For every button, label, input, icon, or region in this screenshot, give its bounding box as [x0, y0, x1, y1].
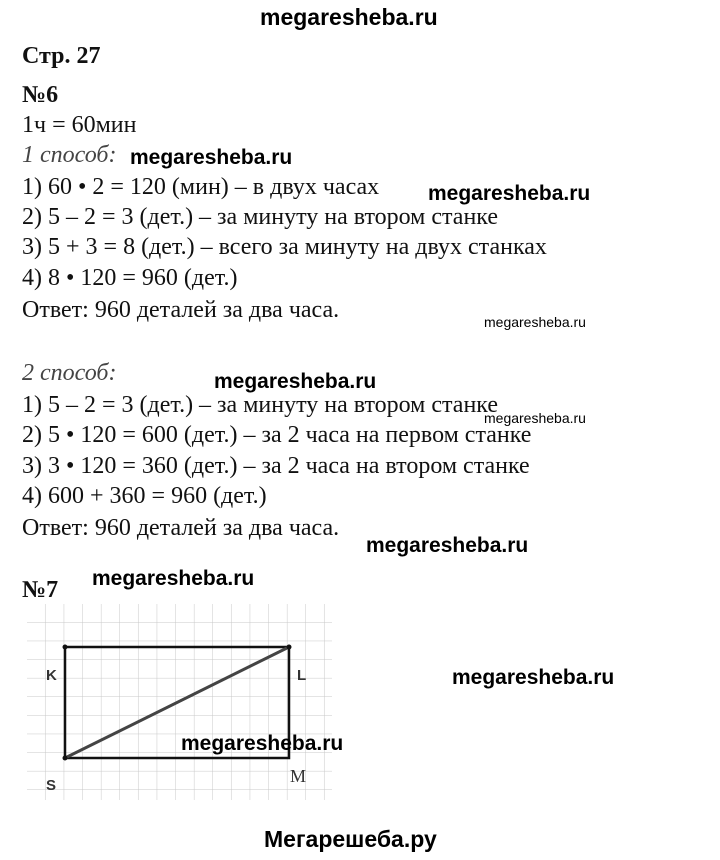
m2-line: 4) 600 + 360 = 960 (дет.) — [22, 483, 267, 509]
watermark: megaresheba.ru — [92, 567, 255, 590]
m2-line: 3) 3 • 120 = 360 (дет.) – за 2 часа на втором станке — [22, 453, 530, 479]
watermark: megaresheba.ru — [452, 666, 615, 689]
watermark: megaresheba.ru — [428, 182, 591, 205]
watermark: megaresheba.ru — [366, 534, 529, 557]
footer-site: Мегарешеба.ру — [264, 826, 437, 852]
page-number: Стр. 27 — [22, 43, 101, 69]
m2-line: 2) 5 • 120 = 600 (дет.) – за 2 часа на первом станке — [22, 422, 532, 448]
watermark: megaresheba.ru — [181, 732, 344, 755]
label-k: K — [46, 667, 57, 684]
label-m: M — [290, 766, 307, 786]
m1-line: 4) 8 • 120 = 960 (дет.) — [22, 265, 238, 291]
watermark: megaresheba.ru — [130, 146, 293, 169]
m2-line: 1) 5 – 2 = 3 (дет.) – за минуту на втором станке — [22, 392, 499, 418]
m2-answer: Ответ: 960 деталей за два часа. — [22, 515, 340, 541]
m1-answer: Ответ: 960 деталей за два часа. — [22, 297, 340, 323]
label-l: L — [297, 667, 307, 684]
header-site: megaresheba.ru — [260, 4, 438, 30]
task6-title: №6 — [22, 82, 59, 108]
m1-line: 1) 60 • 2 = 120 (мин) – в двух часах — [22, 174, 380, 200]
method1-label: 1 способ: — [22, 142, 117, 168]
method2-label: 2 способ: — [22, 360, 117, 386]
watermark: megaresheba.ru — [484, 314, 586, 330]
label-s: S — [46, 777, 57, 794]
m1-line: 2) 5 – 2 = 3 (дет.) – за минуту на втором станке — [22, 204, 499, 230]
given: 1ч = 60мин — [22, 112, 137, 138]
task7-title: №7 — [22, 577, 59, 603]
watermark: megaresheba.ru — [484, 410, 586, 426]
m1-line: 3) 5 + 3 = 8 (дет.) – всего за минуту на двух станках — [22, 234, 547, 260]
watermark: megaresheba.ru — [214, 370, 377, 393]
